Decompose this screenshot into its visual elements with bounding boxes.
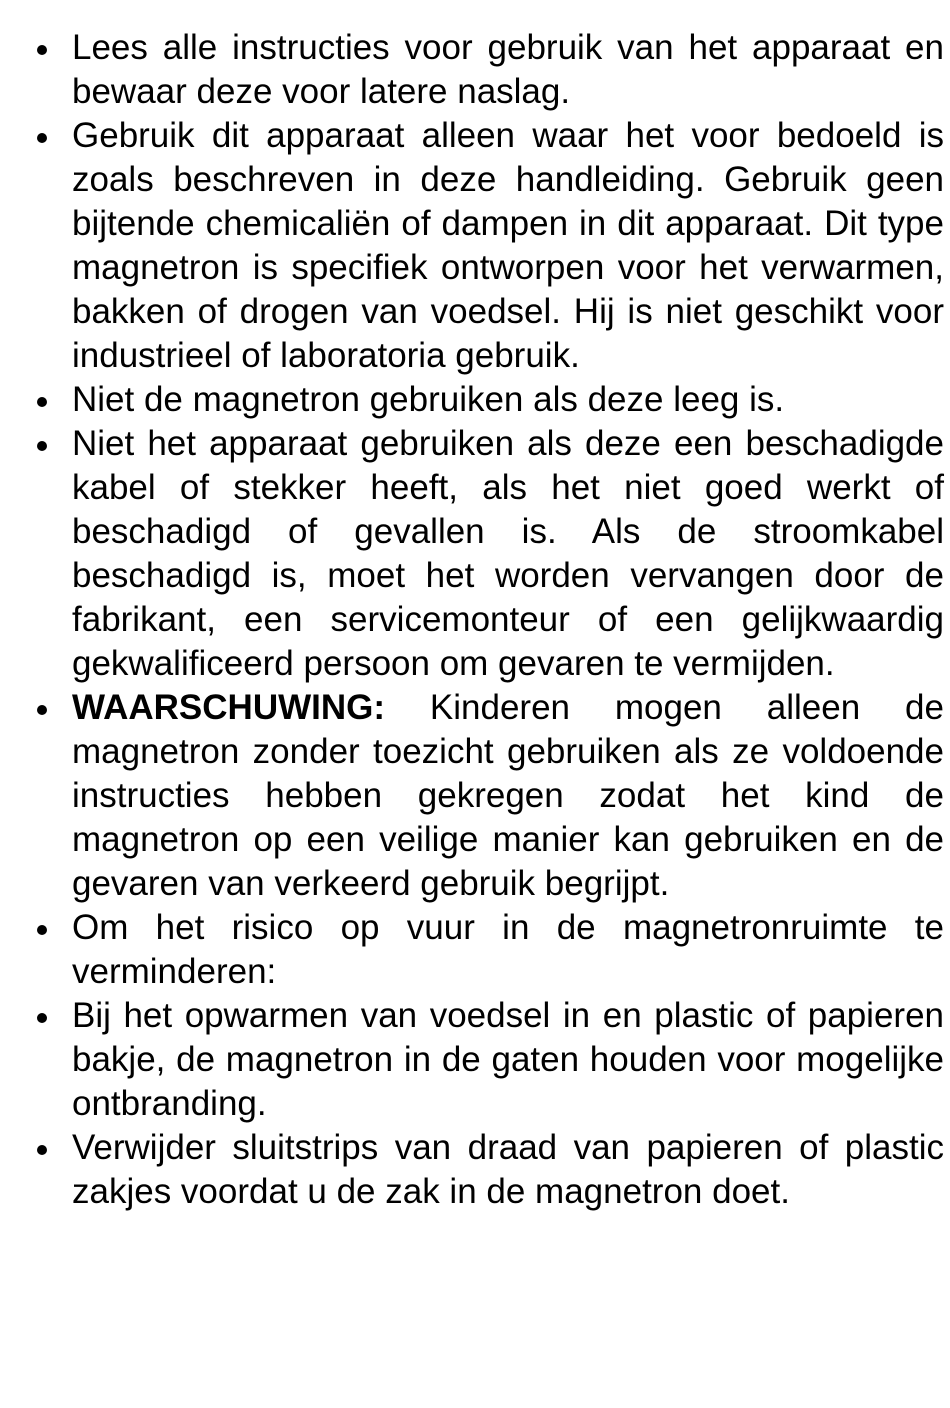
bullet-icon (37, 441, 47, 451)
bullet-icon (37, 705, 47, 715)
bullet-icon (37, 45, 47, 55)
manual-page (0, 26, 950, 1214)
list-item-text: Lees alle instructies voor gebruik van het apparaat en bewaar deze voor latere naslag. (72, 28, 944, 111)
bullet-icon (37, 1145, 47, 1155)
list-item-text: Gebruik dit apparaat alleen waar het voor bedoeld is zoals beschreven in deze handleiding. Gebruik geen bijtende chemicaliën of dampen in dit apparaat. Dit type magnetron is specifiek ontworpen voor het verwarmen, bakken of drogen van voedsel. Hij is niet geschikt voor industrieel of laboratoria gebruik. (72, 116, 944, 375)
bullet-icon (37, 397, 47, 407)
list-item (0, 994, 950, 1126)
list-item (0, 906, 950, 994)
list-item-text: Om het risico op vuur in de magnetronruimte te verminderen: (72, 908, 944, 991)
list-item-text: Niet het apparaat gebruiken als deze een beschadigde kabel of stekker heeft, als het niet goed werkt of beschadigd of gevallen is. Als de stroomkabel beschadigd is, moet het worden vervangen door de fabrikant, een servicemonteur of een gelijkwaardig gekwalificeerd persoon om gevaren te vermijden. (72, 424, 944, 683)
safety-instructions-list (0, 26, 950, 1214)
bullet-icon (37, 925, 47, 935)
list-item (0, 26, 950, 114)
bullet-icon (37, 1013, 47, 1023)
list-item (0, 422, 950, 686)
list-item-text: Kinderen mogen alleen de magnetron zonder toezicht gebruiken als ze voldoende instructies hebben gekregen zodat het kind de magnetron op een veilige manier kan gebruiken en de gevaren van verkeerd gebruik begrijpt. (72, 688, 944, 903)
list-item (0, 1126, 950, 1214)
list-item (0, 114, 950, 378)
warning-list-item (0, 686, 950, 906)
list-item-text: Niet de magnetron gebruiken als deze leeg is. (72, 380, 785, 419)
list-item (0, 378, 950, 422)
list-item-text: Verwijder sluitstrips van draad van papieren of plastic zakjes voordat u de zak in de magnetron doet. (72, 1128, 944, 1211)
list-item-text: Bij het opwarmen van voedsel in en plastic of papieren bakje, de magnetron in de gaten houden voor mogelijke ontbranding. (72, 996, 944, 1123)
bullet-icon (37, 133, 47, 143)
warning-label: WAARSCHUWING: (72, 688, 386, 727)
